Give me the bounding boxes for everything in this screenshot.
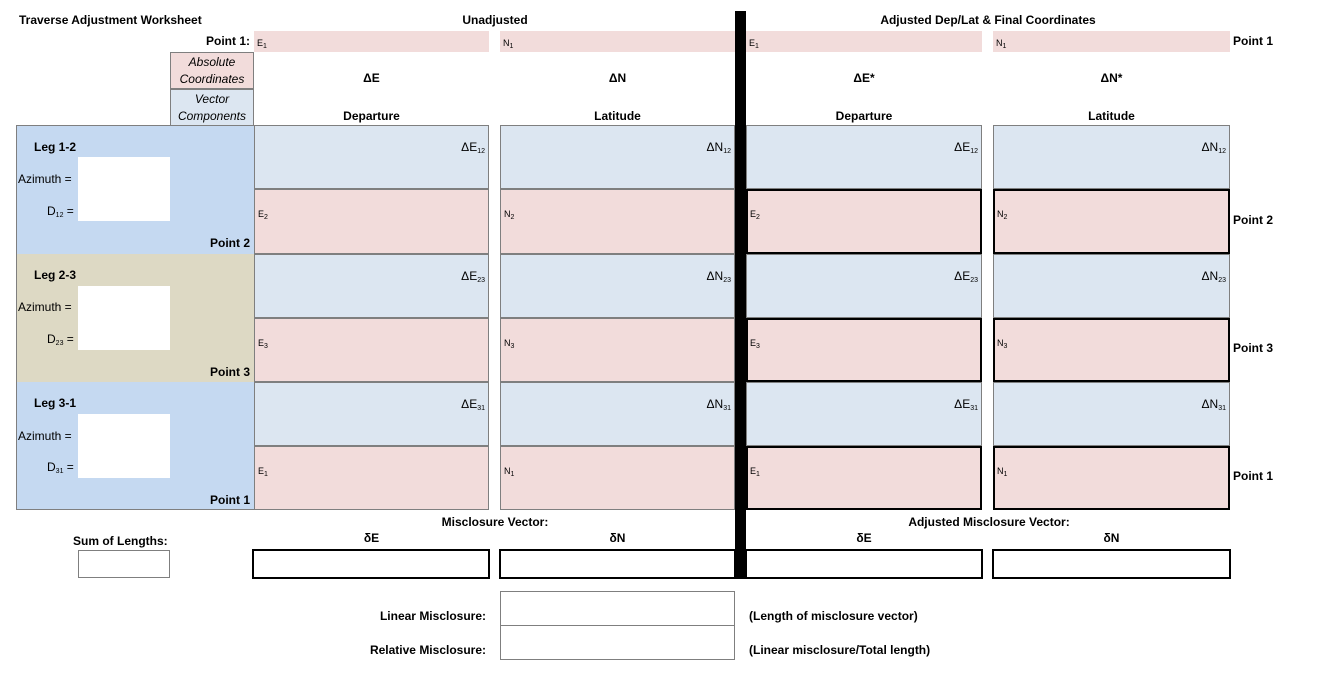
unadj-n1-cell[interactable]	[500, 31, 735, 52]
col-header-dn-star: ΔN*	[1100, 71, 1123, 85]
leg1-input-box[interactable]	[78, 157, 170, 221]
linear-misclosure-input[interactable]	[500, 591, 735, 626]
unadj-de-cell[interactable]: $\Delta E_{12}$	[254, 125, 489, 189]
adj-e-cell[interactable]: $E_2$	[746, 189, 982, 254]
adj-misclosure-de-input[interactable]	[745, 549, 983, 579]
leg-point-label: Point 1	[209, 493, 250, 507]
section-divider	[735, 11, 746, 579]
worksheet-title: Traverse Adjustment Worksheet	[19, 13, 202, 27]
unadj-e-cell[interactable]: $E_3$	[254, 318, 489, 382]
relative-misclosure-label: Relative Misclosure:	[369, 643, 486, 657]
unadj-dn-cell[interactable]: $\Delta N_{23}$	[500, 254, 735, 318]
legend-vector-components: Vector Components	[170, 89, 254, 126]
sum-of-lengths-input[interactable]	[78, 550, 170, 578]
unadj-n-cell[interactable]: $N_2$	[500, 189, 735, 254]
delta-n-adj-label: δN	[1103, 531, 1120, 545]
delta-e-label: δE	[363, 531, 380, 545]
adj-de-cell[interactable]: $\Delta E_{31}$	[746, 382, 982, 446]
unadj-n-cell[interactable]: $N_1$	[500, 446, 735, 510]
unadj-de-cell[interactable]: $\Delta E_{23}$	[254, 254, 489, 318]
distance-label: $D_{12}$ =	[47, 204, 74, 219]
azimuth-label: Azimuth =	[18, 300, 72, 314]
adj-e-cell[interactable]: $E_1$	[746, 446, 982, 510]
linear-misclosure-label: Linear Misclosure:	[379, 609, 486, 623]
unadj-dn-cell[interactable]: $\Delta N_{31}$	[500, 382, 735, 446]
unadj-e-cell[interactable]: $E_1$	[254, 446, 489, 510]
misclosure-de-input[interactable]	[252, 549, 490, 579]
adj-de-cell[interactable]: $\Delta E_{12}$	[746, 125, 982, 189]
adj-e1-cell[interactable]	[746, 31, 982, 52]
col-subheader-departure-adj: Departure	[835, 109, 893, 123]
linear-misclosure-note: (Length of misclosure vector)	[749, 609, 918, 623]
right-point-label: Point 3	[1233, 341, 1274, 355]
azimuth-label: Azimuth =	[18, 172, 72, 186]
delta-n-label: δN	[609, 531, 626, 545]
adj-misclosure-dn-input[interactable]	[992, 549, 1231, 579]
col-subheader-latitude-adj: Latitude	[1088, 109, 1135, 123]
right-point-label: Point 1	[1233, 469, 1274, 483]
legend-absolute-coordinates: Absolute Coordinates	[170, 52, 254, 89]
unadj-e-cell[interactable]: $E_2$	[254, 189, 489, 254]
point1-right-label: Point 1	[1233, 34, 1274, 48]
col-header-dn: ΔN	[608, 71, 627, 85]
sum-of-lengths-label: Sum of Lengths:	[73, 534, 168, 548]
adj-n-cell[interactable]: $N_3$	[993, 318, 1230, 382]
e-subscript: 1	[755, 43, 759, 50]
relative-misclosure-note: (Linear misclosure/Total length)	[749, 643, 931, 657]
adjusted-misclosure-vector-label: Adjusted Misclosure Vector:	[908, 515, 1070, 529]
leg2-input-box[interactable]	[78, 286, 170, 350]
adj-dn-cell[interactable]: $\Delta N_{31}$	[993, 382, 1230, 446]
e-symbol: E	[749, 38, 756, 48]
unadj-dn-cell[interactable]: $\Delta N_{12}$	[500, 125, 735, 189]
n-subscript: 1	[1002, 43, 1007, 50]
n-symbol: N	[503, 38, 510, 48]
col-subheader-departure: Departure	[343, 109, 400, 123]
right-point-label: Point 2	[1233, 213, 1274, 227]
adj-dn-cell[interactable]: $\Delta N_{12}$	[993, 125, 1230, 189]
col-subheader-latitude: Latitude	[594, 109, 641, 123]
leg-point-label: Point 2	[209, 236, 250, 250]
e-symbol: E	[257, 38, 264, 48]
adjusted-header: Adjusted Dep/Lat & Final Coordinates	[880, 13, 1096, 27]
n-subscript: 1	[509, 43, 514, 50]
n-symbol: N	[996, 38, 1003, 48]
misclosure-vector-label: Misclosure Vector:	[441, 515, 549, 529]
point1-label: Point 1:	[206, 34, 250, 48]
col-header-de-star: ΔE*	[853, 71, 875, 85]
leg-name: Leg 3-1	[34, 396, 77, 410]
distance-label: $D_{31}$ =	[47, 460, 74, 475]
unadj-n-cell[interactable]: $N_3$	[500, 318, 735, 382]
e-subscript: 1	[263, 43, 267, 50]
unadj-de-cell[interactable]: $\Delta E_{31}$	[254, 382, 489, 446]
leg-name: Leg 1-2	[34, 140, 77, 154]
relative-misclosure-input[interactable]	[500, 625, 735, 660]
unadjusted-header: Unadjusted	[462, 13, 528, 27]
misclosure-dn-input[interactable]	[499, 549, 736, 579]
adj-dn-cell[interactable]: $\Delta N_{23}$	[993, 254, 1230, 318]
adj-de-cell[interactable]: $\Delta E_{23}$	[746, 254, 982, 318]
adj-n-cell[interactable]: $N_1$	[993, 446, 1230, 510]
unadj-e1-cell[interactable]	[254, 31, 489, 52]
azimuth-label: Azimuth =	[18, 429, 72, 443]
leg-point-label: Point 3	[209, 365, 250, 379]
leg3-input-box[interactable]	[78, 414, 170, 478]
col-header-de: ΔE	[363, 71, 380, 85]
adj-e-cell[interactable]: $E_3$	[746, 318, 982, 382]
adj-n-cell[interactable]: $N_2$	[993, 189, 1230, 254]
distance-label: $D_{23}$ =	[47, 332, 74, 347]
delta-e-adj-label: δE	[856, 531, 872, 545]
leg-name: Leg 2-3	[34, 268, 77, 282]
adj-n1-cell[interactable]	[993, 31, 1230, 52]
